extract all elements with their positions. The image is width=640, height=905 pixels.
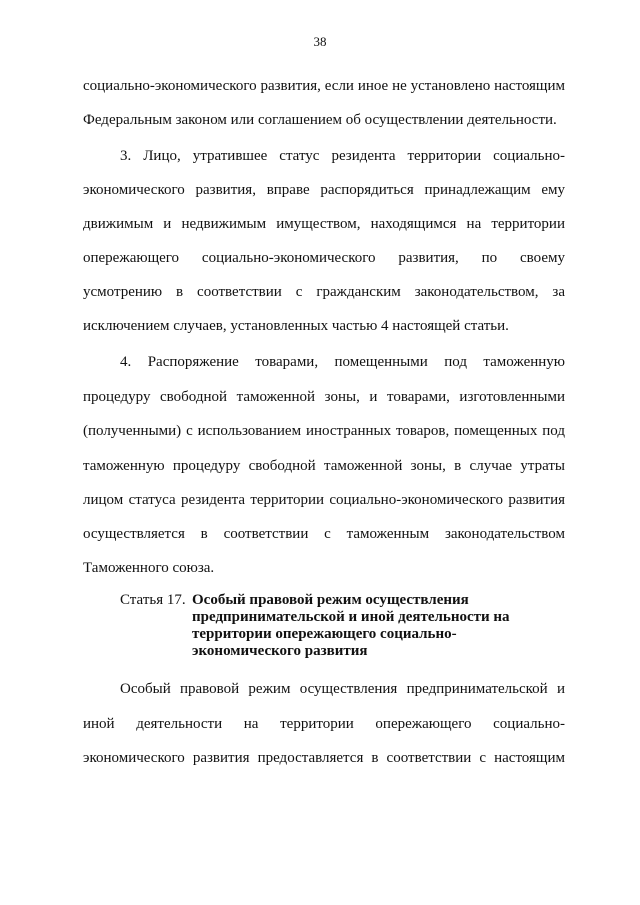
- paragraph-line: Таможенного союза.: [83, 560, 215, 576]
- article-title-line: предпринимательской и иной деятельности на: [192, 609, 510, 625]
- paragraph-line: экономического развития, вправе распорядиться принадлежащим ему: [83, 182, 565, 198]
- paragraph-line: движимым и недвижимым имуществом, находящимся на территории: [83, 216, 565, 232]
- page-number: 38: [313, 34, 327, 49]
- paragraph-line: экономического развития предоставляется в соответствии с настоящим: [83, 750, 565, 766]
- paragraph-line: лицом статуса резидента территории социально-экономического развития: [83, 492, 565, 508]
- article-title-line: экономического развития: [192, 643, 368, 659]
- paragraph-line: 3. Лицо, утратившее статус резидента территории социально-: [120, 148, 565, 164]
- paragraph-line: (полученными) с использованием иностранных товаров, помещенных под: [83, 423, 565, 439]
- article-title: [192, 592, 565, 660]
- paragraph-line: социально-экономического развития, если иное не установлено настоящим: [83, 78, 565, 94]
- paragraph-line: опережающего социально-экономического развития, по своему: [83, 250, 565, 266]
- paragraph-line: процедуру свободной таможенной зоны, и товарами, изготовленными: [83, 389, 565, 405]
- paragraph-line: исключением случаев, установленных частью 4 настоящей статьи.: [83, 318, 509, 334]
- paragraph-line: Особый правовой режим осуществления предпринимательской и: [120, 681, 565, 697]
- article-label: Статья 17.: [120, 592, 186, 608]
- paragraph-line: 4. Распоряжение товарами, помещенными под таможенную: [120, 354, 565, 370]
- article-title-line: территории опережающего социально-: [192, 626, 457, 642]
- paragraph-line: таможенную процедуру свободной таможенной зоны, в случае утраты: [83, 458, 565, 474]
- paragraph-line: осуществляется в соответствии с таможенным законодательством: [83, 526, 565, 542]
- paragraph-line: усмотрению в соответствии с гражданским законодательством, за: [83, 284, 565, 300]
- paragraph-line: иной деятельности на территории опережающего социально-: [83, 716, 565, 732]
- article-title-line: Особый правовой режим осуществления: [192, 592, 469, 608]
- paragraph-line: Федеральным законом или соглашением об осуществлении деятельности.: [83, 112, 557, 128]
